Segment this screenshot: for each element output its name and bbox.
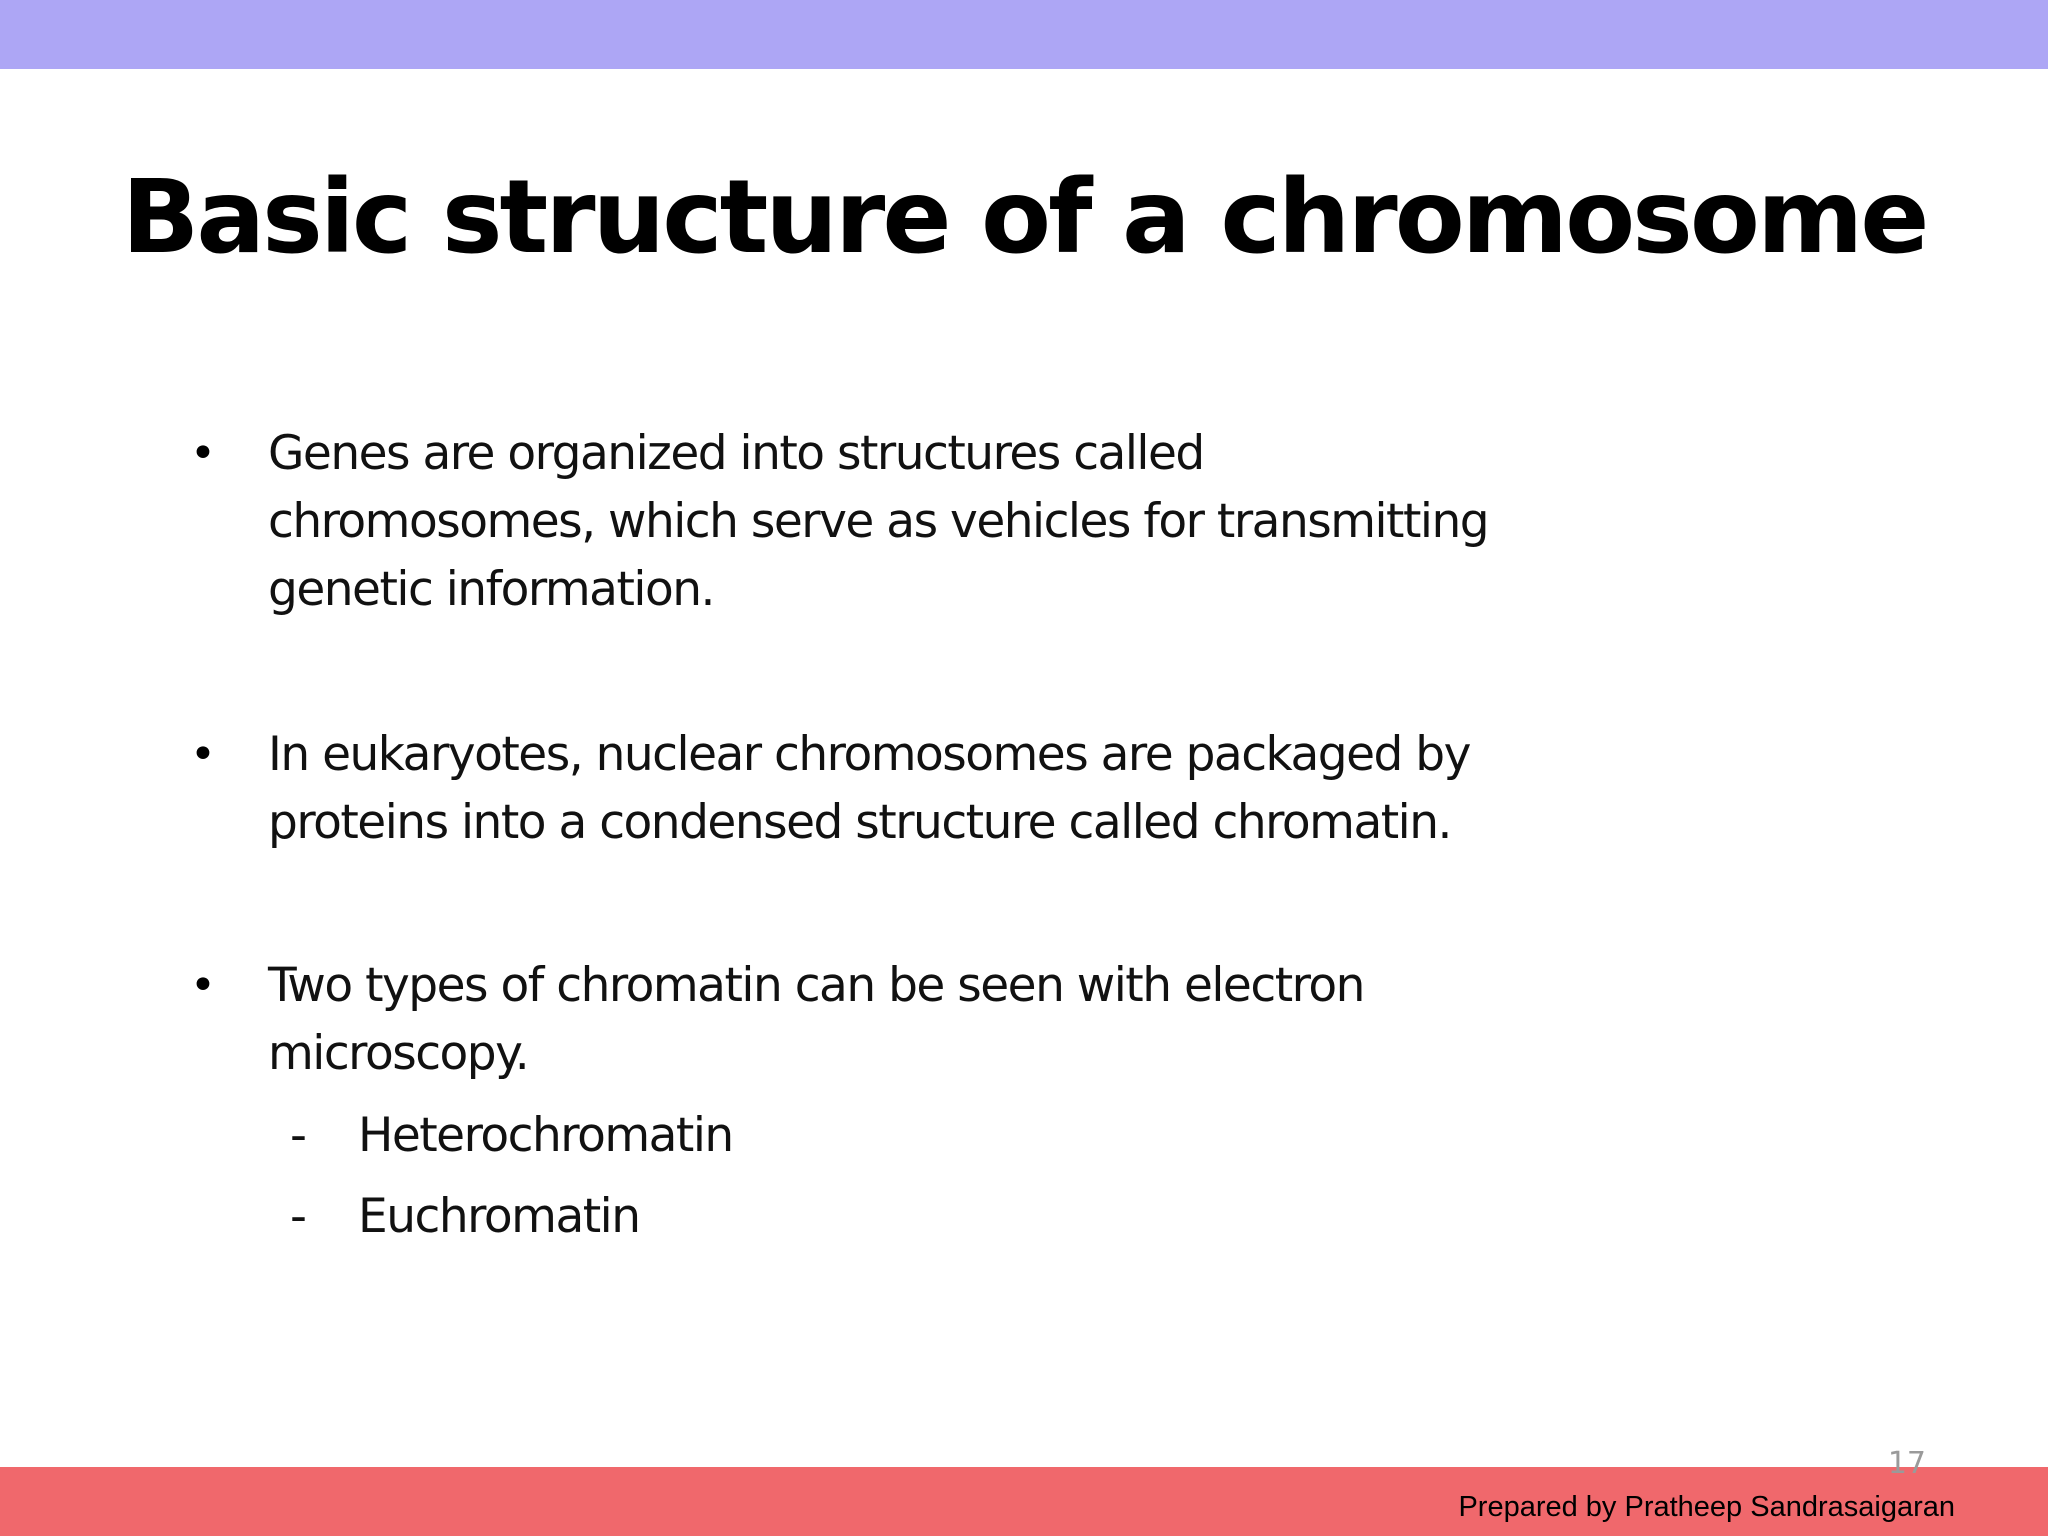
- footer-credit: Prepared by Pratheep Sandrasaigaran: [1458, 1491, 1955, 1523]
- top-color-band: [0, 0, 2048, 69]
- bullet-line: proteins into a condensed structure called chromatin.: [268, 795, 1451, 850]
- sub-bullet-marker: -: [290, 1108, 307, 1163]
- slide-title: Basic structure of a chromosome: [121, 158, 1927, 277]
- sub-bullet-marker: -: [290, 1189, 307, 1244]
- bullet-text: [268, 420, 1588, 624]
- bullet-marker: •: [190, 428, 216, 479]
- bullet-line: In eukaryotes, nuclear chromosomes are packaged by: [268, 727, 1470, 782]
- page-number: 17: [1887, 1446, 1926, 1481]
- bullet-marker: •: [190, 729, 216, 780]
- sub-bullet-text: Euchromatin: [358, 1189, 640, 1244]
- sub-bullet-text: Heterochromatin: [358, 1108, 733, 1163]
- sub-bullet-item: [190, 1177, 990, 1257]
- bullet-text: [268, 721, 1588, 857]
- bullet-text: [268, 952, 1588, 1088]
- bullet-line: Genes are organized into structures called: [268, 426, 1204, 481]
- bullet-line: chromosomes, which serve as vehicles for transmitting: [268, 494, 1489, 549]
- bullet-marker: •: [190, 960, 216, 1011]
- bullet-line: Two types of chromatin can be seen with electron: [268, 958, 1364, 1013]
- bullet-line: microscopy.: [268, 1026, 529, 1081]
- bullet-line: genetic information.: [268, 562, 714, 617]
- sub-bullet-item: [190, 1096, 990, 1176]
